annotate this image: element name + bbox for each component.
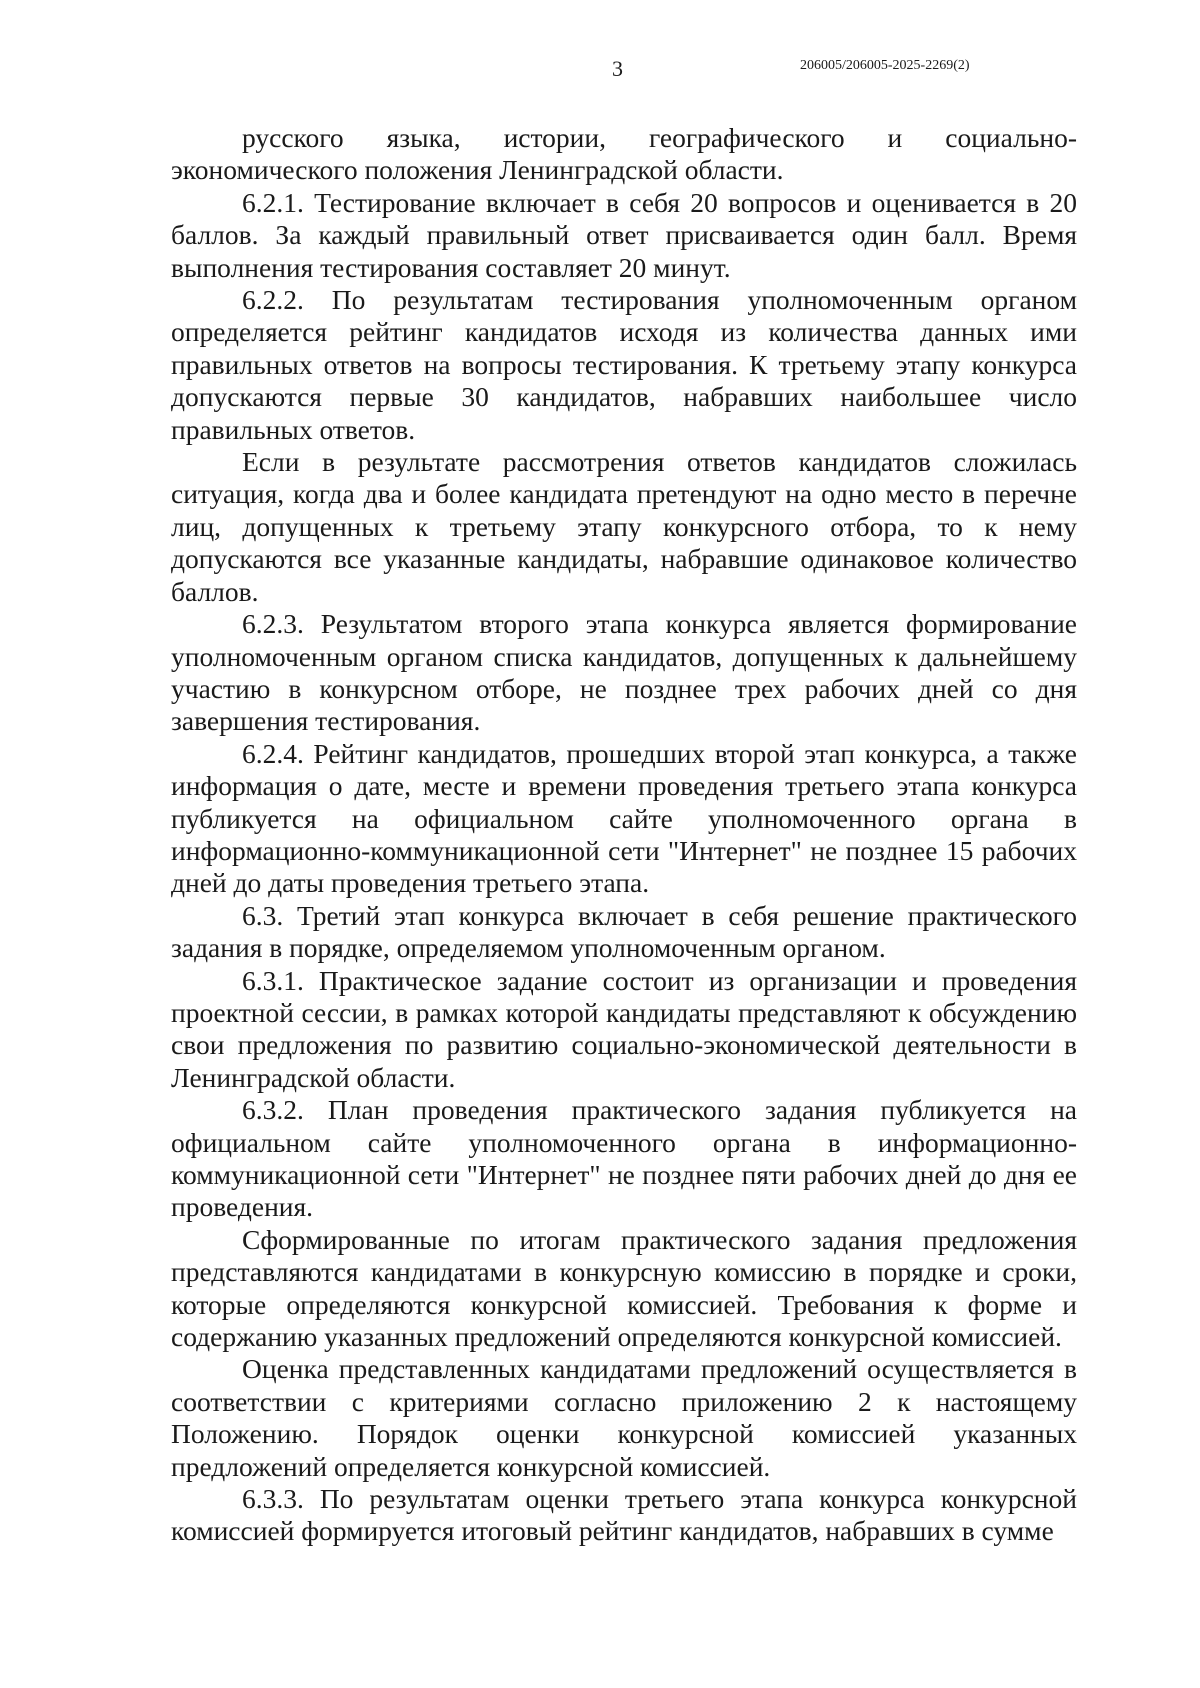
paragraph: 6.3.2. План проведения практического задания публикуется на официальном сайте уполномоченного органа в информационно-коммуникационной сети "Интернет" не позднее пяти рабочих дней до дня ее проведения. (171, 1094, 1077, 1223)
paragraph: 6.3.1. Практическое задание состоит из организации и проведения проектной сессии, в рамках которой кандидаты представляют к обсуждению свои предложения по развитию социально-экономической деятельности в Ленинградской области. (171, 964, 1077, 1093)
paragraph: Сформированные по итогам практического задания предложения представляются кандидатами в конкурсную комиссию в порядке и сроки, которые определяются конкурсной комиссией. Требования к форме и содержанию указанных предложений определяются конкурсной комиссией. (171, 1223, 1077, 1353)
paragraph: 6.2.4. Рейтинг кандидатов, прошедших второй этап конкурса, а также информация о дате, месте и времени проведения третьего этапа конкурса публикуется на официальном сайте уполномоченного органа в информационно-коммуникационной сети "Интернет" не позднее 15 рабочих дней до даты проведения третьего этапа. (171, 737, 1077, 899)
paragraph: 6.2.1. Тестирование включает в себя 20 вопросов и оценивается в 20 баллов. За каждый правильный ответ присваивается один балл. Время выполнения тестирования составляет 20 минут. (171, 186, 1077, 283)
document-body (171, 122, 1077, 1548)
paragraph: 6.3. Третий этап конкурса включает в себя решение практического задания в порядке, определяемом уполномоченным органом. (171, 899, 1077, 964)
paragraph: 6.2.2. По результатам тестирования уполномоченным органом определяется рейтинг кандидатов исходя из количества данных ими правильных ответов на вопросы тестирования. К третьему этапу конкурса допускаются первые 30 кандидатов, набравших наибольшее число правильных ответов. (171, 284, 1077, 445)
page-number: 3 (612, 56, 623, 81)
document-id: 206005/206005-2025-2269(2) (800, 58, 970, 73)
paragraph: 6.3.3. По результатам оценки третьего этапа конкурса конкурсной комиссией формируется итоговый рейтинг кандидатов, набравших в сумме (171, 1483, 1077, 1547)
paragraph: русского языка, истории, географического и социально-экономического положения Ленинградской области. (171, 122, 1077, 186)
paragraph: Оценка представленных кандидатами предложений осуществляется в соответствии с критериями согласно приложению 2 к настоящему Положению. Порядок оценки конкурсной комиссией указанных предложений определяется конкурсной комиссией. (171, 1353, 1077, 1482)
paragraph: Если в результате рассмотрения ответов кандидатов сложилась ситуация, когда два и более кандидата претендуют на одно место в перечне лиц, допущенных к третьему этапу конкурсного отбора, то к нему допускаются все указанные кандидаты, набравшие одинаковое количество баллов. (171, 446, 1077, 607)
paragraph: 6.2.3. Результатом второго этапа конкурса является формирование уполномоченным органом списка кандидатов, допущенных к дальнейшему участию в конкурсном отборе, не позднее трех рабочих дней со дня завершения тестирования. (171, 608, 1077, 737)
